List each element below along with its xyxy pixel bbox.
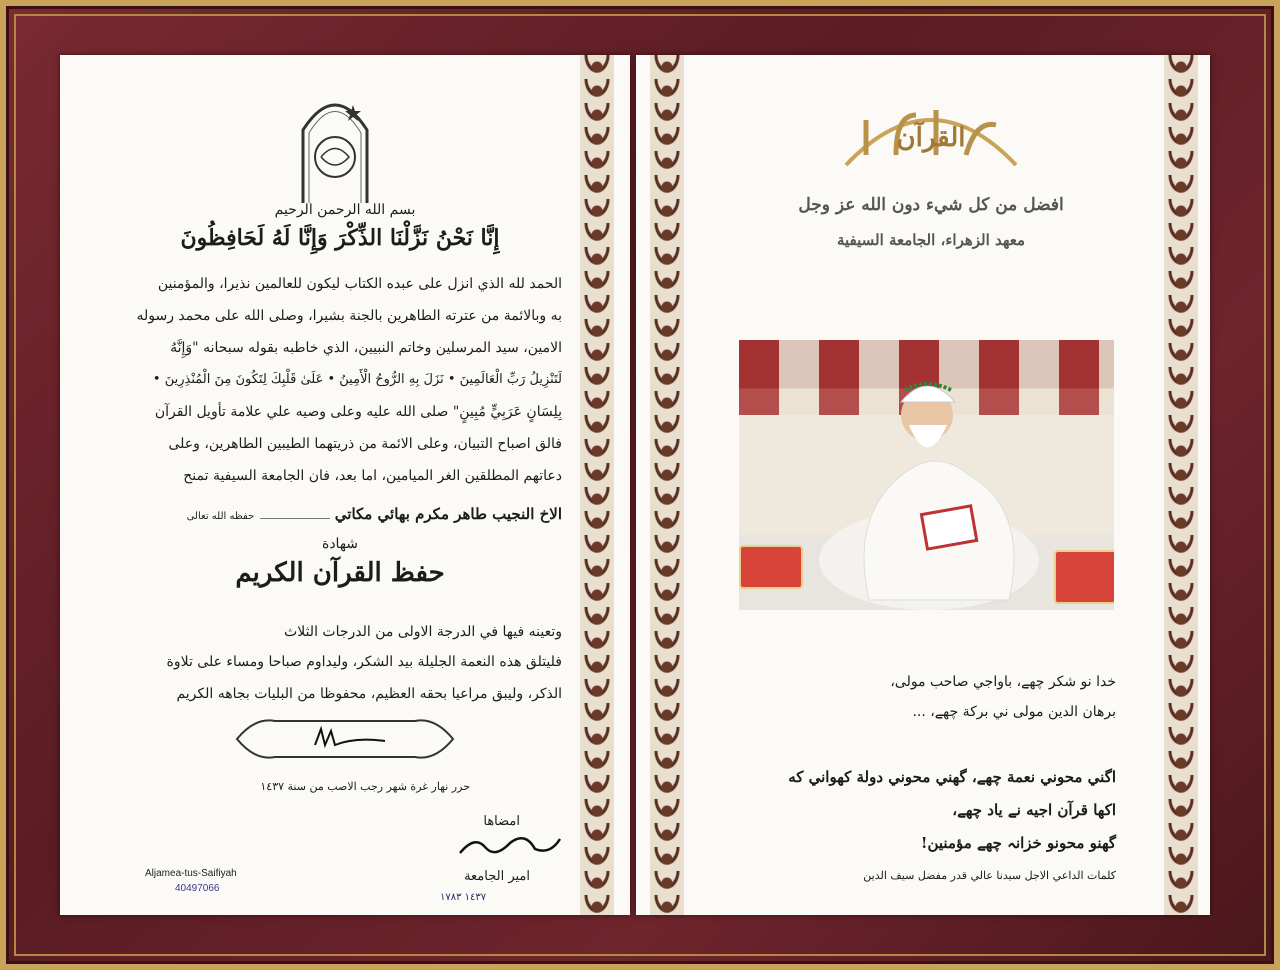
certificate-left-page [60, 55, 630, 915]
signature-label: امضاها [483, 814, 520, 829]
recipient-line [150, 507, 562, 522]
recipient-prefix: الاخ النجيب [492, 505, 562, 523]
grade-line: وتعينه فيها في الدرجة الاولى من الدرجات الثلاث [284, 624, 562, 640]
body-line: بِلِسَانٍ عَرَبِيٍّ مُبِينٍ" صلى الله عليه وعلى وصيه علي علامة تأويل القرآن [154, 404, 562, 420]
title-calligraphy: القرآن [896, 123, 966, 153]
ornamental-border [580, 55, 614, 915]
signature-icon [455, 825, 565, 867]
closing-line: فليتلق هذه النعمة الجليلة بيد الشكر، وليداوم صباحا ومساء على تلاوة [166, 654, 562, 670]
ornamental-border-right [1164, 55, 1198, 915]
quran-verse-heading: إِنَّا نَحْنُ نَزَّلْنَا الذِّكْرَ وَإِنَّا لَهُ لَحَافِظُونَ [180, 225, 500, 251]
signer-title: امير الجامعة [464, 869, 530, 884]
body-line: به وبالائمة من عترته الطاهرين بالجنة بشيرا، وصلى الله على محمد رسوله [136, 308, 562, 324]
recipient-suffix: حفظه الله تعالى [186, 511, 255, 522]
body-line: لَتَنْزِيلُ رَبِّ الْعَالَمِينَ • نَزَلَ بِهِ الرُّوحُ الْأَمِينُ • عَلَىٰ قَلْبِكَ لِتَكُونَ مِنَ الْمُنْذِرِينَ • [152, 372, 562, 387]
certificate-label: شهادة [321, 536, 359, 552]
stamp-numbers: ١٤٣٧ ١٧٨٣ [440, 892, 487, 903]
closing-line: الذكر، وليبق مراعيا بحقه العظيم، محفوظا من البليات بجاهه الكريم [176, 686, 562, 702]
body-line: دعاتهم المطلقين الغر الميامين، اما بعد، فان الجامعة السيفية تمنح [183, 468, 562, 484]
basmala: بسم الله الرحمن الرحيم [274, 202, 416, 218]
principal-signature-icon [235, 715, 455, 763]
quote-line: برهان الدين مولى ني بركة چهے، ... [912, 704, 1116, 720]
emblem-seal-icon [295, 85, 375, 205]
attribution: كلمات الداعي الاجل سيدنا عالي قدر مفضل سيف الدين [863, 869, 1116, 882]
certificate-title: حفظ القرآن الكريم [235, 558, 445, 588]
body-line: الامين، سيد المرسلين وخاتم النبيين، الذي خاطبه بقوله سبحانه "وَإِنَّهُ [170, 340, 562, 356]
quote-line: اكها قرآن اجيه نے ياد چهے، [952, 801, 1116, 819]
recipient-name: طاهر مكرم بهائي مكاتي [334, 505, 487, 523]
banner-line-2: معهد الزهراء، الجامعة السيفية [836, 231, 1026, 249]
certificate-right-page [636, 55, 1210, 915]
quote-line: گهنو محونو خزانہ چهے مؤمنين! [920, 834, 1116, 852]
quote-line: اگني محوني نعمة چهے، گهني محوني دولة كهواني كه [788, 768, 1116, 786]
ornamental-border-left [650, 55, 684, 915]
quote-line: خدا نو شكر چهے، باواجي صاحب مولى، [890, 674, 1116, 690]
body-line: الحمد لله الذي انزل على عبده الكتاب ليكون للعالمين نذيرا، والمؤمنين [157, 276, 562, 292]
banner-line-1: افضل من كل شيء دون الله عز وجل [798, 195, 1064, 215]
photo-reading-quran [739, 340, 1114, 610]
institution-name: Aljamea-tus-Saifiyah [145, 868, 237, 879]
date-line: حرر نهار غرة شهر رجب الاصب من سنة ١٤٣٧ [260, 780, 470, 793]
serial-number: 40497066 [175, 883, 220, 894]
body-line: فالق اصباح التبيان، وعلى الائمة من ذريتهما الطيبين الطاهرين، وعلى [168, 436, 562, 452]
